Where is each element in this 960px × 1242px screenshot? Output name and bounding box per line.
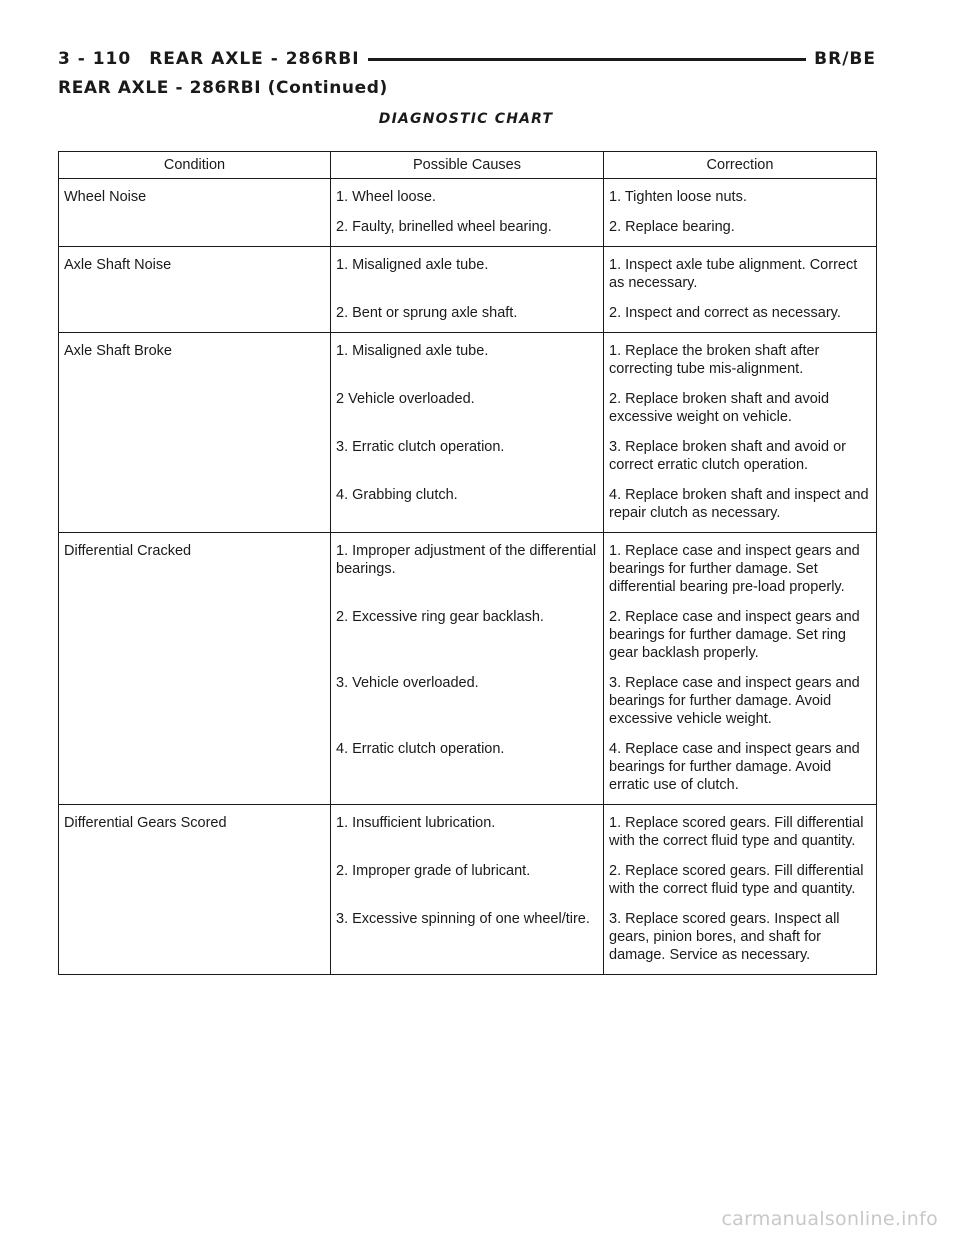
- table-row: [59, 384, 877, 432]
- condition-cell: [59, 212, 331, 247]
- possible-cause-cell: 2. Faulty, brinelled wheel bearing.: [331, 212, 604, 247]
- condition-cell: Differential Cracked: [59, 533, 331, 603]
- possible-cause-cell: 2 Vehicle overloaded.: [331, 384, 604, 432]
- possible-cause-cell: 1. Misaligned axle tube.: [331, 247, 604, 299]
- correction-cell: 1. Replace case and inspect gears and bearings for further damage. Set differential bearing pre-load properly.: [609, 543, 860, 595]
- condition-cell: [59, 384, 331, 432]
- possible-cause-cell: 4. Erratic clutch operation.: [331, 734, 604, 805]
- condition-cell: [59, 734, 331, 805]
- table-row: [59, 247, 877, 299]
- correction-cell: 2. Replace case and inspect gears and bearings for further damage. Set ring gear backlash properly.: [609, 609, 860, 661]
- table-row: [59, 212, 877, 247]
- correction-cell: 3. Replace broken shaft and avoid or correct erratic clutch operation.: [609, 439, 846, 473]
- table-row: [59, 904, 877, 975]
- possible-cause-cell: 1. Wheel loose.: [331, 179, 604, 213]
- table-row: [59, 856, 877, 904]
- condition-cell: [59, 298, 331, 333]
- correction-cell: 1. Tighten loose nuts.: [609, 189, 747, 205]
- correction-cell: 4. Replace case and inspect gears and bearings for further damage. Avoid erratic use of clutch.: [604, 734, 877, 805]
- condition-cell: [59, 904, 331, 975]
- possible-cause-cell: 3. Vehicle overloaded.: [331, 668, 604, 734]
- column-header-possible-causes: Possible Causes: [331, 152, 604, 179]
- correction-cell: 2. Inspect and correct as necessary.: [604, 298, 877, 333]
- table-row: [59, 480, 877, 533]
- possible-cause-cell: 2. Bent or sprung axle shaft.: [331, 298, 604, 333]
- condition-cell: Differential Gears Scored: [59, 805, 331, 857]
- possible-cause-cell: 2. Excessive ring gear backlash.: [331, 602, 604, 668]
- possible-cause-cell: 1. Misaligned axle tube.: [331, 333, 604, 385]
- correction-cell: 2. Replace bearing.: [604, 212, 877, 247]
- column-header-condition: Condition: [59, 152, 331, 179]
- watermark: carmanualsonline.info: [721, 1208, 938, 1230]
- continued-title: REAR AXLE - 286RBI (Continued): [58, 78, 388, 98]
- correction-cell: 1. Inspect axle tube alignment. Correct as necessary.: [609, 257, 858, 291]
- possible-cause-cell: 3. Erratic clutch operation.: [331, 432, 604, 480]
- possible-cause-cell: 1. Insufficient lubrication.: [331, 805, 604, 857]
- correction-cell: 2. Replace broken shaft and avoid excessive weight on vehicle.: [609, 391, 830, 425]
- table-header-row: [59, 152, 877, 179]
- possible-cause-cell: 4. Grabbing clutch.: [331, 480, 604, 533]
- diagnostic-table: [58, 151, 877, 975]
- table-row: [59, 805, 877, 857]
- correction-cell: 1. Replace scored gears. Fill differential with the correct fluid type and quantity.: [609, 815, 864, 849]
- correction-cell: 2. Replace scored gears. Fill differential with the correct fluid type and quantity.: [609, 863, 864, 897]
- correction-cell: 3. Replace case and inspect gears and bearings for further damage. Avoid excessive vehicle weight.: [609, 675, 860, 727]
- correction-cell: 3. Replace scored gears. Inspect all gears, pinion bores, and shaft for damage. Service as necessary.: [609, 911, 840, 963]
- chart-title: DIAGNOSTIC CHART: [378, 111, 554, 127]
- table-row: [59, 333, 877, 385]
- condition-cell: [59, 480, 331, 533]
- table-row: [59, 179, 877, 213]
- correction-cell: 4. Replace broken shaft and inspect and repair clutch as necessary.: [604, 480, 877, 533]
- header-rule: [368, 58, 807, 61]
- table-body: [59, 179, 877, 975]
- condition-cell: [59, 856, 331, 904]
- section-name: REAR AXLE - 286RBI: [149, 49, 360, 69]
- condition-cell: Wheel Noise: [59, 179, 331, 213]
- possible-cause-cell: 3. Excessive spinning of one wheel/tire.: [331, 904, 604, 975]
- possible-cause-cell: 2. Improper grade of lubricant.: [331, 856, 604, 904]
- condition-cell: [59, 432, 331, 480]
- table-row: [59, 533, 877, 603]
- condition-cell: [59, 668, 331, 734]
- table-row: [59, 668, 877, 734]
- possible-cause-cell: 1. Improper adjustment of the differential bearings.: [331, 533, 604, 603]
- model-code: BR/BE: [814, 49, 876, 69]
- column-header-correction: Correction: [604, 152, 877, 179]
- correction-cell: 1. Replace the broken shaft after correcting tube mis-alignment.: [609, 343, 820, 377]
- condition-cell: [59, 602, 331, 668]
- condition-cell: Axle Shaft Broke: [59, 333, 331, 385]
- table-row: [59, 602, 877, 668]
- table-row: [59, 298, 877, 333]
- table-row: [59, 734, 877, 805]
- table-row: [59, 432, 877, 480]
- page-header: [58, 44, 876, 74]
- page-number: 3 - 110: [58, 49, 132, 69]
- condition-cell: Axle Shaft Noise: [59, 247, 331, 299]
